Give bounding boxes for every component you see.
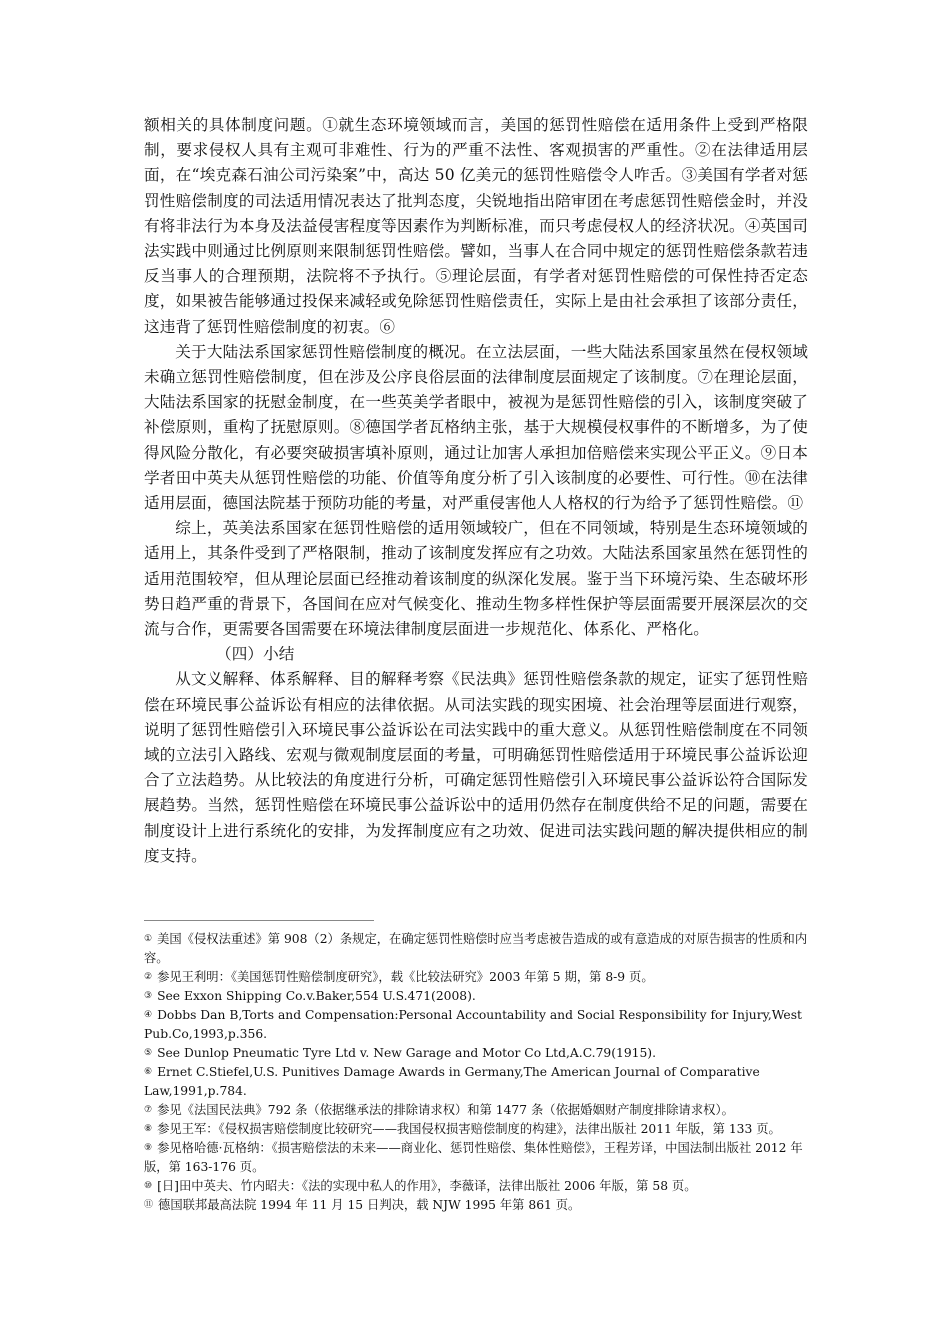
footnote-10 <box>144 1177 810 1196</box>
footnote-text: See Dunlop Pneumatic Tyre Ltd v. New Garage and Motor Co Ltd,A.C.79(1915). <box>157 1046 657 1060</box>
footnote-7 <box>144 1101 810 1120</box>
section-subheading: （四）小结 <box>216 645 295 664</box>
footnote-mark: ⑦ <box>144 1105 153 1115</box>
footnote-text: 参见《法国民法典》792 条（依据继承法的排除请求权）和第 1477 条（依据婚姻财产制度排除请求权）。 <box>157 1103 734 1117</box>
footnote-mark: ① <box>144 934 153 944</box>
footnotes <box>144 930 810 1215</box>
footnote-8 <box>144 1120 810 1139</box>
footnote-6 <box>144 1063 810 1101</box>
footnote-4 <box>144 1006 810 1044</box>
footnote-text: Dobbs Dan B,Torts and Compensation:Personal Accountability and Social Responsibility for Injury,West Pub.Co,1993,p.356. <box>144 1008 802 1041</box>
footnote-mark: ⑤ <box>144 1048 153 1058</box>
footnote-9 <box>144 1139 810 1177</box>
footnote-text: 德国联邦最高法院 1994 年 11 月 15 日判决，载 NJW 1995 年第 861 页。 <box>158 1198 581 1212</box>
footnote-mark: ⑨ <box>144 1143 153 1153</box>
footnote-2 <box>144 968 810 987</box>
footnote-mark: ⑪ <box>144 1200 154 1210</box>
footnote-5 <box>144 1044 810 1063</box>
footnote-text: 参见王利明：《美国惩罚性赔偿制度研究》，载《比较法研究》2003 年第 5 期，第 8-9 页。 <box>157 970 654 984</box>
paragraph-3: 综上，英美法系国家在惩罚性赔偿的适用领域较广，但在不同领域，特别是生态环境领域的适用上，其条件受到了严格限制，推动了该制度发挥应有之功效。大陆法系国家虽然在惩罚性的适用范围较窄，但从理论层面已经推动着该制度的纵深化发展。鉴于当下环境污染、生态破坏形势日趋严重的背景下，各国间在应对气候变化、推动生物多样性保护等层面需要开展深层次的交流与合作，更需要各国需要在环境法律制度层面进一步规范化、体系化、严格化。 <box>144 519 808 639</box>
paragraph-4: 从文义解释、体系解释、目的解释考察《民法典》惩罚性赔偿条款的规定，证实了惩罚性赔偿在环境民事公益诉讼有相应的法律依据。从司法实践的现实困境、社会治理等层面进行观察，说明了惩罚性赔偿引入环境民事公益诉讼在司法实践中的重大意义。从惩罚性赔偿制度在不同领域的立法引入路线、宏观与微观制度层面的考量，可明确惩罚性赔偿适用于环境民事公益诉讼迎合了立法趋势。从比较法的角度进行分析，可确定惩罚性赔偿引入环境民事公益诉讼符合国际发展趋势。当然，惩罚性赔偿在环境民事公益诉讼中的适用仍然存在制度供给不足的问题，需要在制度设计上进行系统化的安排，为发挥制度应有之功效、促进司法实践问题的解决提供相应的制度支持。 <box>144 670 808 865</box>
footnote-text: [日]田中英夫、竹内昭夫：《法的实现中私人的作用》，李薇译，法律出版社 2006 年版，第 58 页。 <box>157 1179 697 1193</box>
footnote-mark: ⑩ <box>144 1181 153 1191</box>
footnote-text: 参见格哈德·瓦格纳：《损害赔偿法的未来——商业化、惩罚性赔偿、集体性赔偿》，王程芳译，中国法制出版社 2012 年版，第 163-176 页。 <box>144 1141 803 1174</box>
footnote-mark: ② <box>144 972 153 982</box>
footnote-text: 参见王军：《侵权损害赔偿制度比较研究——我国侵权损害赔偿制度的构建》，法律出版社 2011 年版，第 133 页。 <box>157 1122 781 1136</box>
footnote-mark: ④ <box>144 1010 153 1020</box>
footnote-mark: ③ <box>144 991 153 1001</box>
footnote-text: Ernet C.Stiefel,U.S. Punitives Damage Awards in Germany,The American Journal of Comparative Law,1991,p.784. <box>144 1065 760 1098</box>
footnote-mark: ⑧ <box>144 1124 153 1134</box>
footnote-text: See Exxon Shipping Co.v.Baker,554 U.S.471(2008). <box>157 989 476 1003</box>
footnote-1 <box>144 930 810 968</box>
paragraph-2: 关于大陆法系国家惩罚性赔偿制度的概况。在立法层面，一些大陆法系国家虽然在侵权领域未确立惩罚性赔偿制度，但在涉及公序良俗层面的法律制度层面规定了该制度。⑦在理论层面，大陆法系国家的抚慰金制度，在一些英美学者眼中，被视为是惩罚性赔偿的引入，该制度突破了补偿原则，重构了抚慰原则。⑧德国学者瓦格纳主张，基于大规模侵权事件的不断增多，为了使得风险分散化，有必要突破损害填补原则，通过让加害人承担加倍赔偿来实现公平正义。⑨日本学者田中英夫从惩罚性赔偿的功能、价值等角度分析了引入该制度的必要性、可行性。⑩在法律适用层面，德国法院基于预防功能的考量，对严重侵害他人人格权的行为给予了惩罚性赔偿。⑪ <box>144 342 808 513</box>
footnote-mark: ⑥ <box>144 1067 153 1077</box>
paragraph-1: 额相关的具体制度问题。①就生态环境领域而言，美国的惩罚性赔偿在适用条件上受到严格限制，要求侵权人具有主观可非难性、行为的严重不法性、客观损害的严重性。②在法律适用层面，在“埃克森石油公司污染案”中，高达 50 亿美元的惩罚性赔偿令人咋舌。③美国有学者对惩罚性赔偿制度的司法适用情况表达了批判态度，尖锐地指出陪审团在考虑惩罚性赔偿金时，并没有将非法行为本身及法益侵害程度等因素作为判断标准，而只考虑侵权人的经济状况。④英国司法实践中则通过比例原则来限制惩罚性赔偿。譬如，当事人在合同中规定的惩罚性赔偿条款若违反当事人的合理预期，法院将不予执行。⑤理论层面，有学者对惩罚性赔偿的可保性持否定态度，如果被告能够通过投保来减轻或免除惩罚性赔偿责任，实际上是由社会承担了该部分责任，这违背了惩罚性赔偿制度的初衷。⑥ <box>144 116 808 336</box>
footnote-text: 美国《侵权法重述》第 908（2）条规定，在确定惩罚性赔偿时应当考虑被告造成的或有意造成的对原告损害的性质和内容。 <box>144 932 808 965</box>
body-text <box>144 113 808 869</box>
footnote-separator <box>144 920 374 921</box>
footnote-3 <box>144 987 810 1006</box>
footnote-11 <box>144 1196 810 1215</box>
